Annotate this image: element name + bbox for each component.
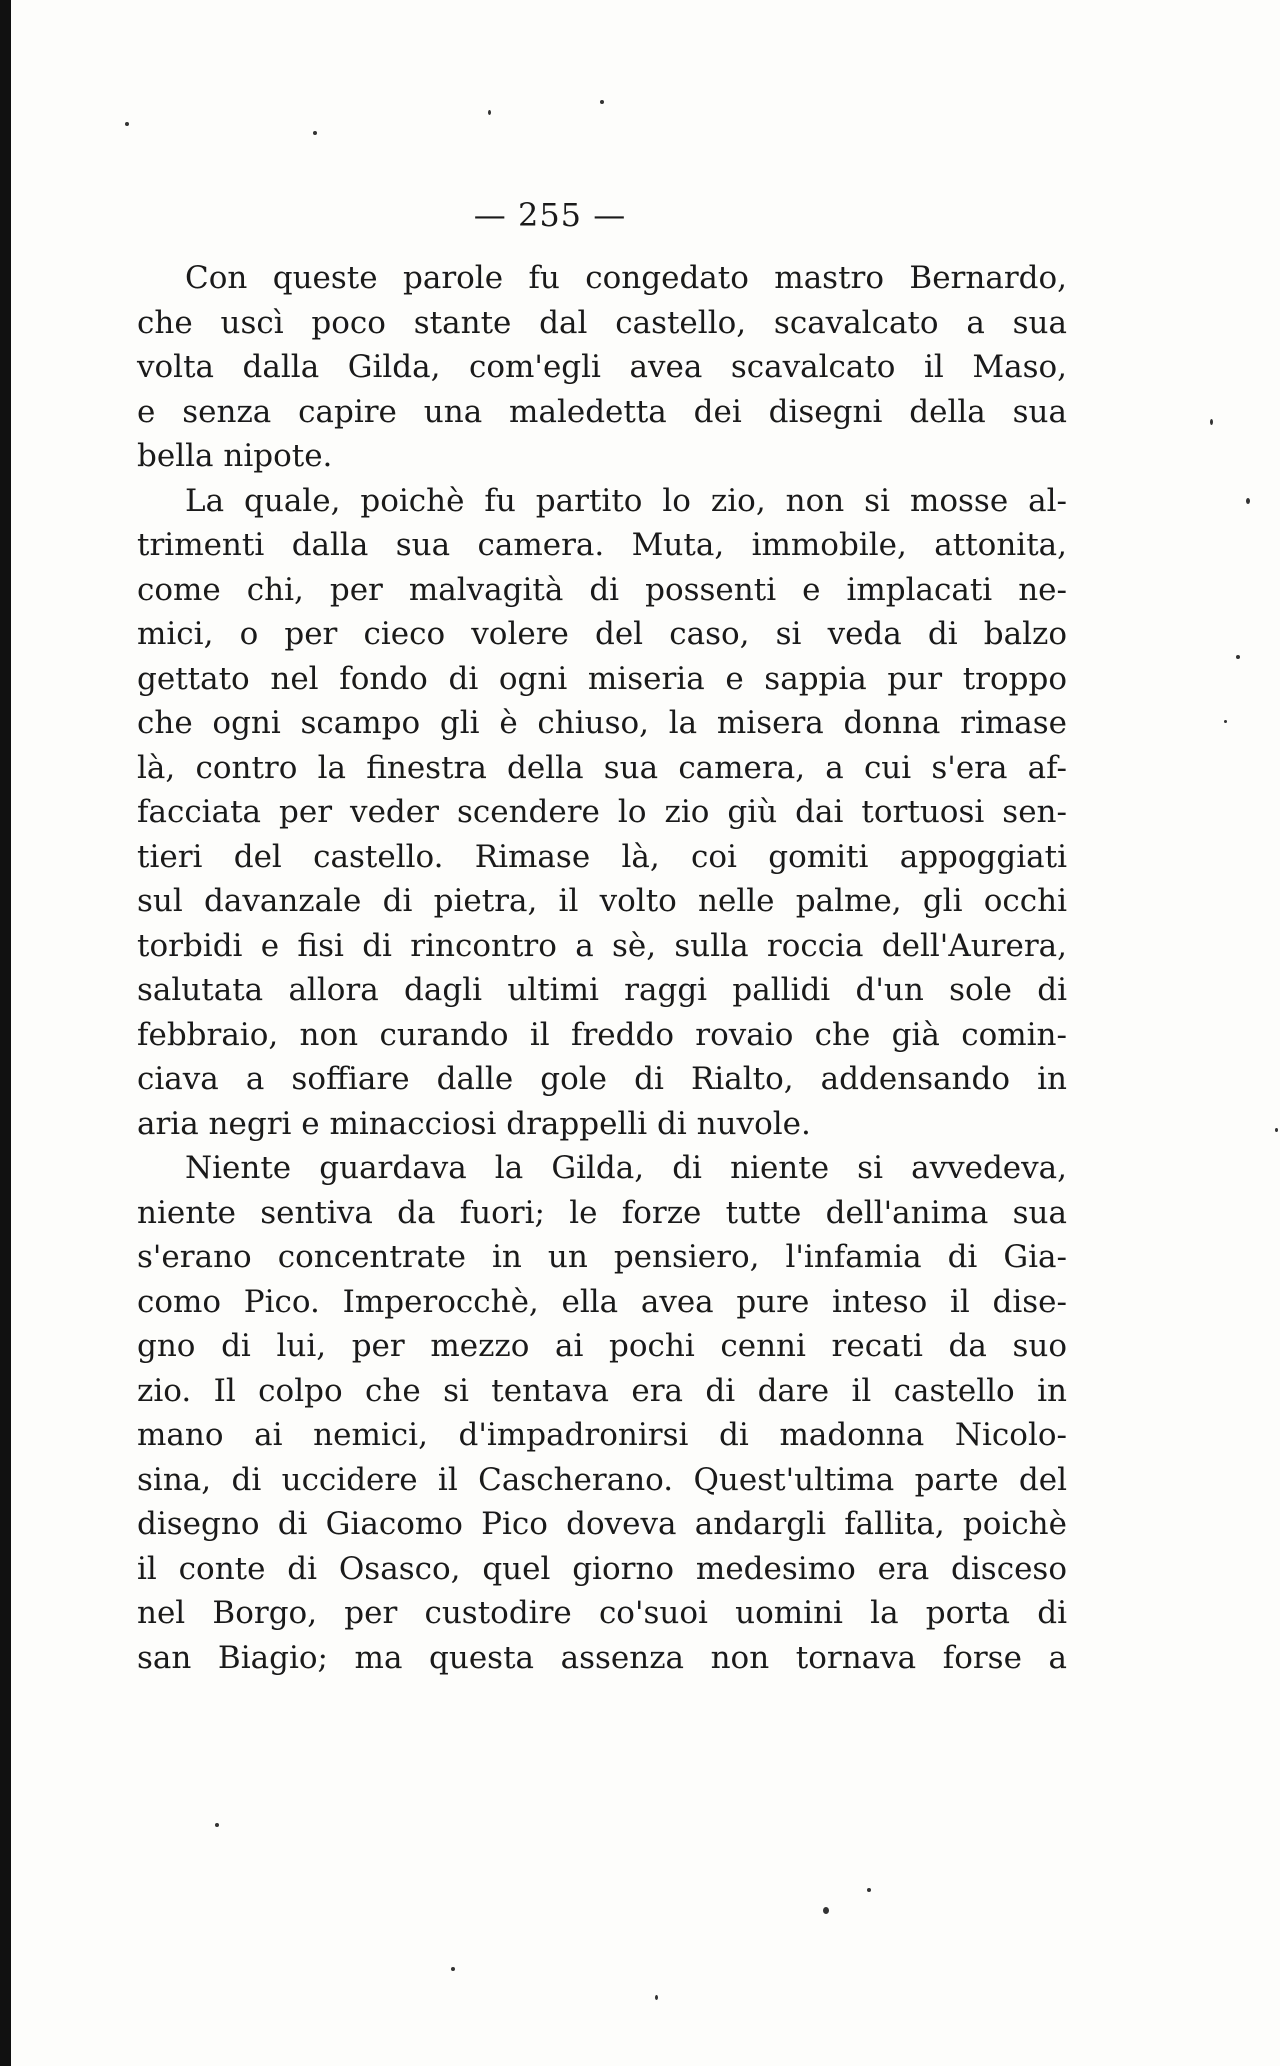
text-line: niente sentiva da fuori; le forze tutte dell'anima sua [137, 1194, 1067, 1231]
scan-speck [313, 131, 317, 135]
text-line: là, contro la finestra della sua camera, a cui s'era af- [137, 749, 1067, 786]
scan-speck [1224, 720, 1227, 723]
text-line: como Pico. Imperocchè, ella avea pure inteso il dise- [137, 1283, 1067, 1320]
text-line: gettato nel fondo di ogni miseria e sappia pur troppo [137, 660, 1067, 697]
text-line: sina, di uccidere il Cascherano. Quest'ultima parte del [137, 1461, 1067, 1498]
text-line: volta dalla Gilda, com'egli avea scavalcato il Maso, [137, 349, 1067, 385]
text-line: disegno di Giacomo Pico doveva andargli fallita, poichè [137, 1506, 1067, 1542]
text-line: Con queste parole fu congedato mastro Bernardo, [185, 260, 1067, 296]
text-line: ciava a soffiare dalle gole di Rialto, addensando in [137, 1061, 1067, 1097]
text-line: facciata per veder scendere lo zio giù dai tortuosi sen- [137, 794, 1067, 830]
text-line: che ogni scampo gli è chiuso, la misera donna rimase [137, 705, 1067, 741]
text-line: zio. Il colpo che si tentava era di dare il castello in [137, 1372, 1067, 1409]
text-line: tieri del castello. Rimase là, coi gomiti appoggiati [137, 838, 1067, 875]
text-line: come chi, per malvagità di possenti e implacati ne- [137, 571, 1067, 608]
scan-speck [1275, 1128, 1278, 1132]
text-line: Niente guardava la Gilda, di niente si avvedeva, [185, 1150, 1067, 1186]
scan-speck [1210, 419, 1213, 425]
scan-speck [125, 122, 129, 126]
scan-speck [451, 1967, 455, 1971]
text-line: mici, o per cieco volere del caso, si veda di balzo [137, 616, 1067, 652]
text-line: sul davanzale di pietra, il volto nelle palme, gli occhi [137, 883, 1067, 919]
book-spine-edge [0, 0, 11, 2066]
scan-speck [1246, 498, 1250, 504]
scan-speck [600, 100, 604, 104]
scan-speck [655, 1995, 658, 2000]
body-text [137, 256, 1067, 1680]
text-line: san Biagio; ma questa assenza non tornava forse a [137, 1639, 1067, 1676]
scan-speck [823, 1907, 829, 1914]
text-line: bella nipote. [137, 438, 333, 474]
text-line: nel Borgo, per custodire co'suoi uomini la porta di [137, 1595, 1067, 1631]
paragraph-1 [137, 256, 1067, 479]
scan-speck [1236, 655, 1240, 659]
text-line: trimenti dalla sua camera. Muta, immobile, attonita, [137, 527, 1067, 563]
text-line: torbidi e fisi di rincontro a sè, sulla roccia dell'Aurera, [137, 927, 1067, 964]
text-line: aria negri e minacciosi drappelli di nuvole. [137, 1105, 811, 1142]
text-line: febbraio, non curando il freddo rovaio che già comin- [137, 1016, 1067, 1053]
text-line: salutata allora dagli ultimi raggi pallidi d'un sole di [137, 972, 1067, 1008]
text-line: che uscì poco stante dal castello, scavalcato a sua [137, 304, 1067, 341]
text-line: s'erano concentrate in un pensiero, l'infamia di Gia- [137, 1239, 1067, 1275]
text-line: La quale, poichè fu partito lo zio, non si mosse al- [185, 482, 1067, 519]
text-line: e senza capire una maledetta dei disegni della sua [137, 393, 1067, 430]
scan-speck [488, 110, 491, 115]
scan-speck [867, 1888, 871, 1892]
scan-speck [215, 1823, 219, 1827]
paragraph-2 [137, 479, 1067, 1147]
paragraph-3 [137, 1146, 1067, 1680]
text-line: mano ai nemici, d'impadronirsi di madonna Nicolo- [137, 1417, 1067, 1453]
text-line: il conte di Osasco, quel giorno medesimo era disceso [137, 1550, 1067, 1587]
text-line: gno di lui, per mezzo ai pochi cenni recati da suo [137, 1328, 1067, 1364]
page-number: — 255 — [473, 196, 627, 234]
